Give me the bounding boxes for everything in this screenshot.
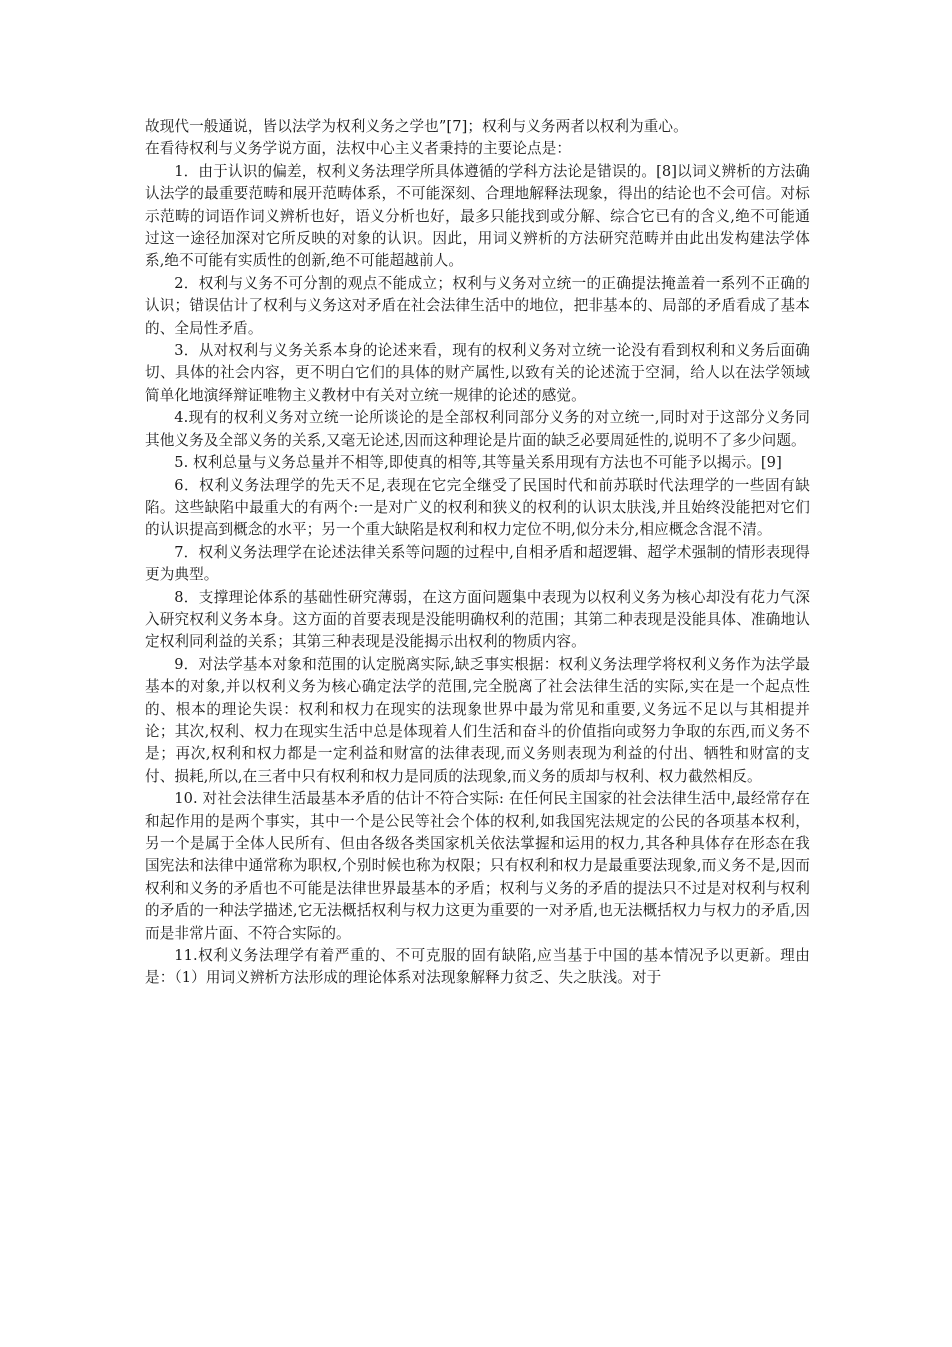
paragraph-point-4: 4.现有的权利义务对立统一论所谈论的是全部权利同部分义务的对立统一,同时对于这部分义务同其他义务及全部义务的关系,又毫无论述,因而这种理论是片面的缺乏必要周延性的,说明不了多少问题。 — [145, 409, 810, 449]
document-body — [145, 116, 810, 990]
paragraph-point-2: 2．权利与义务不可分割的观点不能成立；权利与义务对立统一的正确提法掩盖着一系列不正确的认识；错误估计了权利与义务这对矛盾在社会法律生活中的地位，把非基本的、局部的矛盾看成了基本的、全局性矛盾。 — [145, 274, 810, 337]
paragraph-point-1: 1．由于认识的偏差，权利义务法理学所具体遵循的学科方法论是错误的。[8]以词义辨析的方法确认法学的最重要范畴和展开范畴体系，不可能深刻、合理地解释法现象，得出的结论也不会可信。对标示范畴的词语作词义辨析也好，语义分析也好，最多只能找到或分解、综合它已有的含义,绝不可能通过这一途径加深对它所反映的对象的认识。因此，用词义辨析的方法研究范畴并由此出发构建法学体系,绝不可能有实质性的创新,绝不可能超越前人。 — [145, 162, 810, 270]
paragraph-point-5: 5. 权利总量与义务总量并不相等,即使真的相等,其等量关系用现有方法也不可能予以揭示。[9] — [174, 454, 782, 472]
paragraph-point-8: 8．支撑理论体系的基础性研究薄弱，在这方面问题集中表现为以权利义务为核心却没有花力气深入研究权利义务本身。这方面的首要表现是没能明确权利的范围；其第二种表现是没能具体、准确地认定权利同利益的关系；其第三种表现是没能揭示出权利的物质内容。 — [145, 588, 810, 651]
paragraph-point-10: 10. 对社会法律生活最基本矛盾的估计不符合实际: 在任何民主国家的社会法律生活中,最经常存在和起作用的是两个事实，其中一个是公民等社会个体的权利,如我国宪法规定的公民的各项基本权利，另一个是属于全体人民所有、但由各级各类国家机关依法掌握和运用的权力,其各种具体存在形态在我国宪法和法律中通常称为职权,个别时候也称为权限；只有权利和权力是最重要法现象,而义务不是,因而权利和义务的矛盾也不可能是法律世界最基本的矛盾；权利与义务的矛盾的提法只不过是对权利与权利的矛盾的一种法学描述,它无法概括权利与权力这更为重要的一对矛盾,也无法概括权力与权力的矛盾,因而是非常片面、不符合实际的。 — [145, 790, 810, 942]
paragraph-point-11: 11.权利义务法理学有着严重的、不可克服的固有缺陷,应当基于中国的基本情况予以更新。理由是：（1）用词义辨析方法形成的理论体系对法现象解释力贫乏、失之肤浅。对于 — [145, 947, 810, 987]
paragraph-point-7: 7．权利义务法理学在论述法律关系等问题的过程中,自相矛盾和超逻辑、超学术强制的情形表现得更为典型。 — [145, 543, 810, 584]
paragraph-intro-continuation: 故现代一般通说，皆以法学为权利义务之学也”[7]；权利与义务两者以权利为重心。 — [145, 118, 688, 135]
paragraph-thesis-lead: 在看待权利与义务学说方面，法权中心主义者秉持的主要论点是： — [145, 140, 572, 158]
paragraph-point-3: 3．从对权利与义务关系本身的论述来看，现有的权利义务对立统一论没有看到权利和义务后面确切、具体的社会内容，更不明白它们的具体的财产属性,以致有关的论述流于空洞，给人以在法学领域简单化地演绎辩证唯物主义教材中有关对立统一规律的论述的感觉。 — [145, 342, 810, 404]
paragraph-point-9: 9．对法学基本对象和范围的认定脱离实际,缺乏事实根据：权利义务法理学将权利义务作为法学最基本的对象,并以权利义务为核心确定法学的范围,完全脱离了社会法律生活的实际,实在是一个起点性的、根本的理论失误：权利和权力在现实的法现象世界中最为常见和重要,义务远不足以与其相提并论；其次,权利、权力在现实生活中总是体现着人们生活和奋斗的价值指向或努力争取的东西,而义务不是；再次,权利和权力都是一定利益和财富的法律表现,而义务则表现为利益的付出、牺牲和财富的支付、损耗,所以,在三者中只有权利和权力是同质的法现象,而义务的质却与权利、权力截然相反。 — [145, 655, 810, 785]
paragraph-point-6: 6．权利义务法理学的先天不足,表现在它完全继受了民国时代和前苏联时代法理学的一些固有缺陷。这些缺陷中最重大的有两个:一是对广义的权利和狭义的权利的认识太肤浅,并且始终没能把对它们的认识提高到概念的水平；另一个重大缺陷是权利和权力定位不明,似分未分,相应概念含混不清。 — [145, 476, 810, 539]
